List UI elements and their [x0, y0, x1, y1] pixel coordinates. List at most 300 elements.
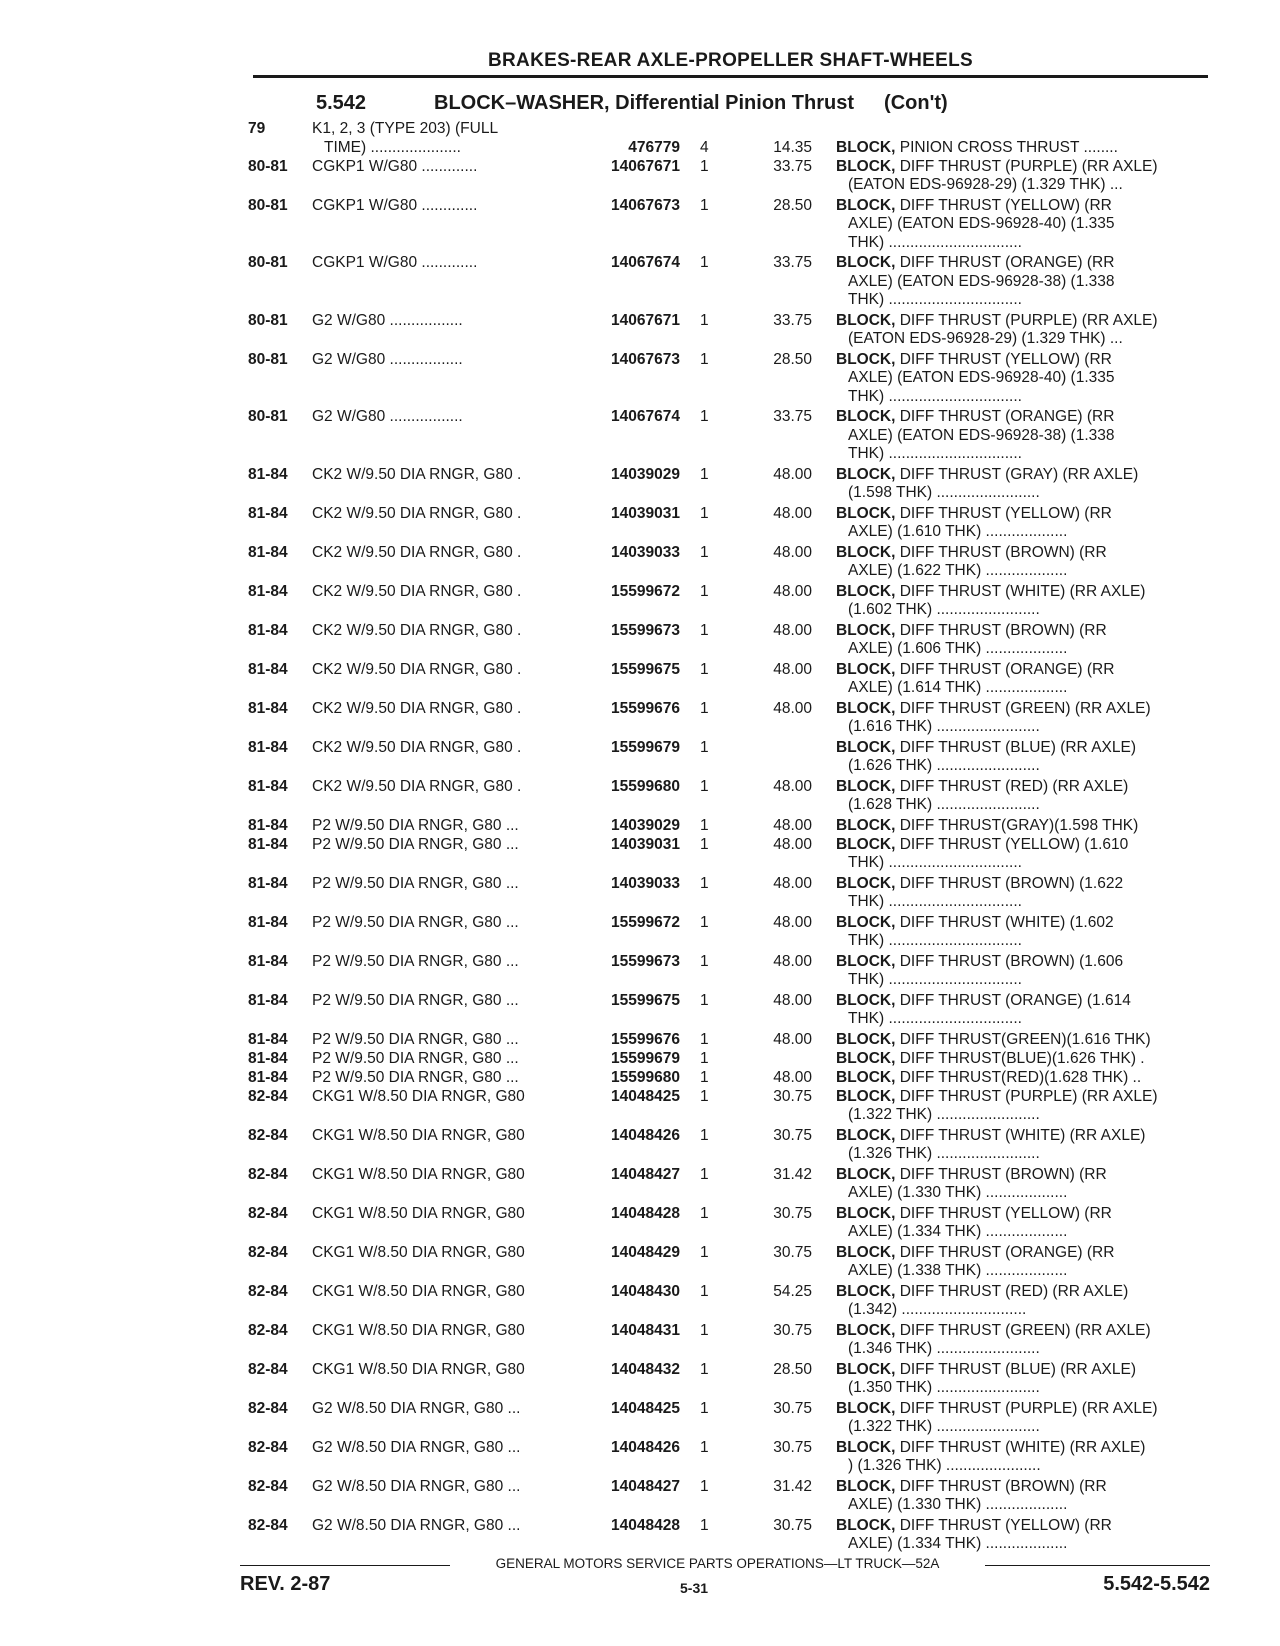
model-cell [312, 700, 582, 719]
description-keyword: BLOCK, [836, 874, 896, 892]
quantity-cell: 1 [700, 874, 709, 892]
quantity-cell: 1 [700, 777, 709, 795]
part-number-cell: 15599673 [611, 621, 680, 639]
model-cell [312, 661, 582, 680]
part-number-cell: 14048426 [611, 1126, 680, 1144]
year-cell: 82-84 [248, 1516, 288, 1534]
part-number-cell: 14067673 [611, 350, 680, 368]
quantity-cell: 1 [700, 1516, 709, 1534]
description-line: DIFF THRUST (WHITE) (RR AXLE) [899, 1126, 1146, 1144]
section-title: BLOCK–WASHER, Differential Pinion Thrust [434, 92, 855, 114]
description-keyword: BLOCK, [836, 699, 896, 717]
description-line: AXLE) (EATON EDS-96928-38) (1.338 [848, 272, 1115, 290]
description-line: THK) ............................... [848, 233, 1022, 251]
model-cell [312, 836, 582, 855]
description-line: DIFF THRUST (BROWN) (RR [899, 1165, 1107, 1183]
description-cell [836, 700, 1206, 737]
description-line: DIFF THRUST (BROWN) (RR [899, 1477, 1107, 1495]
quantity-cell: 1 [700, 1477, 709, 1495]
quantity-cell: 1 [700, 504, 709, 522]
quantity-cell: 1 [700, 1204, 709, 1222]
description-cell [836, 197, 1206, 253]
description-line: DIFF THRUST (PURPLE) (RR AXLE) [899, 1087, 1158, 1105]
description-line: DIFF THRUST (BROWN) (1.622 [899, 874, 1124, 892]
model-line: CK2 W/9.50 DIA RNGR, G80 . [312, 582, 522, 600]
model-line: CGKP1 W/G80 ............. [312, 254, 478, 271]
year-cell: 81-84 [248, 952, 288, 970]
part-number-cell: 14039031 [611, 835, 680, 853]
description-cell [836, 1283, 1206, 1320]
part-number-cell: 14067671 [611, 311, 680, 329]
quantity-cell: 1 [700, 311, 709, 329]
description-keyword: BLOCK, [836, 504, 896, 522]
footer-rule-right [985, 1565, 1210, 1566]
description-line: DIFF THRUST (BLUE) (RR AXLE) [899, 1360, 1136, 1378]
description-line: DIFF THRUST (YELLOW) (RR [899, 504, 1112, 522]
model-cell [312, 1127, 582, 1146]
model-line: G2 W/8.50 DIA RNGR, G80 ... [312, 1477, 521, 1495]
price-cell: 30.75 [773, 1126, 812, 1144]
part-number-cell: 14048425 [611, 1087, 680, 1105]
year-cell: 82-84 [248, 1360, 288, 1378]
description-keyword: BLOCK, [836, 1243, 896, 1261]
quantity-cell: 1 [700, 1360, 709, 1378]
model-cell [312, 1283, 582, 1302]
part-number-cell: 15599680 [611, 1068, 680, 1086]
description-line: AXLE) (1.334 THK) ................... [848, 1223, 1068, 1240]
description-line: (1.326 THK) ........................ [848, 1145, 1040, 1162]
part-number-cell: 15599672 [611, 582, 680, 600]
quantity-cell: 1 [700, 738, 709, 756]
price-cell: 28.50 [773, 350, 812, 368]
description-line: AXLE) (1.330 THK) ................... [848, 1496, 1068, 1513]
description-keyword: BLOCK, [836, 1438, 896, 1456]
footer-page-number: 5-31 [680, 1580, 709, 1596]
description-keyword: BLOCK, [836, 1049, 896, 1067]
year-cell: 81-84 [248, 543, 288, 561]
model-line: P2 W/9.50 DIA RNGR, G80 ... [312, 991, 519, 1009]
part-number-cell: 14039029 [611, 465, 680, 483]
footer-publisher: GENERAL MOTORS SERVICE PARTS OPERATIONS—LT TRUCK—52A [495, 1556, 940, 1571]
description-keyword: BLOCK, [836, 738, 896, 756]
description-cell [836, 466, 1206, 503]
price-cell: 33.75 [773, 254, 812, 271]
quantity-cell: 1 [700, 157, 709, 175]
description-cell [836, 817, 1206, 836]
quantity-cell: 1 [700, 913, 709, 931]
model-line: G2 W/8.50 DIA RNGR, G80 ... [312, 1399, 521, 1417]
description-line: DIFF THRUST (ORANGE) (RR [899, 660, 1115, 678]
description-keyword: BLOCK, [836, 1516, 896, 1534]
description-keyword: BLOCK, [836, 254, 896, 271]
description-line: (EATON EDS-96928-29) (1.329 THK) ... [848, 176, 1123, 193]
quantity-cell: 1 [700, 1399, 709, 1417]
quantity-cell: 1 [700, 254, 709, 271]
model-cell [312, 1400, 582, 1419]
description-line: AXLE) (1.622 THK) ................... [848, 562, 1068, 579]
model-cell [312, 505, 582, 524]
description-line: DIFF THRUST (WHITE) (RR AXLE) [899, 582, 1146, 600]
description-cell [836, 1127, 1206, 1164]
model-line: CKG1 W/8.50 DIA RNGR, G80 [312, 1165, 525, 1183]
model-line: G2 W/G80 ................. [312, 350, 463, 368]
model-cell [312, 583, 582, 602]
quantity-cell: 1 [700, 543, 709, 561]
description-line: AXLE) (EATON EDS-96928-38) (1.338 [848, 426, 1115, 444]
description-line: (1.616 THK) ........................ [848, 718, 1040, 735]
description-keyword: BLOCK, [836, 1321, 896, 1339]
description-keyword: BLOCK, [836, 196, 896, 214]
model-cell [312, 312, 582, 331]
year-cell: 81-84 [248, 1049, 288, 1067]
description-line: THK) ............................... [848, 971, 1022, 988]
price-cell: 33.75 [773, 157, 812, 175]
model-line: G2 W/8.50 DIA RNGR, G80 ... [312, 1516, 521, 1534]
quantity-cell: 1 [700, 582, 709, 600]
price-cell: 48.00 [773, 543, 812, 561]
year-cell: 82-84 [248, 1477, 288, 1495]
year-cell: 80-81 [248, 196, 288, 214]
description-line: DIFF THRUST (ORANGE) (1.614 [899, 991, 1131, 1009]
footer-rule-left [240, 1565, 450, 1566]
model-cell [312, 408, 582, 427]
description-keyword: BLOCK, [836, 777, 896, 795]
description-cell [836, 254, 1206, 310]
model-cell [312, 254, 582, 273]
model-cell [312, 992, 582, 1011]
part-number-cell: 14048427 [611, 1165, 680, 1183]
quantity-cell: 1 [700, 1030, 709, 1048]
price-cell: 48.00 [773, 952, 812, 970]
price-cell: 48.00 [773, 699, 812, 717]
model-cell [312, 1088, 582, 1107]
quantity-cell: 4 [700, 138, 709, 156]
model-line: CKG1 W/8.50 DIA RNGR, G80 [312, 1243, 525, 1261]
description-keyword: BLOCK, [836, 543, 896, 561]
year-cell: 80-81 [248, 311, 288, 329]
description-line: DIFF THRUST (PURPLE) (RR AXLE) [899, 311, 1158, 329]
description-cell [836, 408, 1206, 464]
description-keyword: BLOCK, [836, 1360, 896, 1378]
quantity-cell: 1 [700, 835, 709, 853]
year-cell: 81-84 [248, 621, 288, 639]
year-cell: 81-84 [248, 835, 288, 853]
description-line: THK) ............................... [848, 445, 1022, 462]
model-line: P2 W/9.50 DIA RNGR, G80 ... [312, 913, 519, 931]
description-cell [836, 312, 1206, 349]
description-keyword: BLOCK, [836, 1126, 896, 1144]
price-cell: 48.00 [773, 582, 812, 600]
model-cell [312, 914, 582, 933]
quantity-cell: 1 [700, 1282, 709, 1300]
description-line: (1.342) ............................. [848, 1301, 1027, 1318]
description-cell [836, 1050, 1206, 1069]
model-line: P2 W/9.50 DIA RNGR, G80 ... [312, 952, 519, 970]
description-line: (EATON EDS-96928-29) (1.329 THK) ... [848, 330, 1123, 347]
description-line: DIFF THRUST (PURPLE) (RR AXLE) [899, 1399, 1158, 1417]
part-number-cell: 15599680 [611, 777, 680, 795]
year-cell: 81-84 [248, 582, 288, 600]
part-number-cell: 476779 [628, 138, 680, 156]
model-line: CKG1 W/8.50 DIA RNGR, G80 [312, 1360, 525, 1378]
model-cell [312, 120, 582, 157]
model-cell [312, 1361, 582, 1380]
model-cell [312, 1517, 582, 1536]
description-keyword: BLOCK, [836, 835, 896, 853]
description-line: (1.598 THK) ........................ [848, 484, 1040, 501]
description-cell [836, 1031, 1206, 1050]
description-cell [836, 139, 1206, 158]
quantity-cell: 1 [700, 1165, 709, 1183]
description-keyword: BLOCK, [836, 1399, 896, 1417]
description-cell [836, 158, 1206, 195]
price-cell: 31.42 [773, 1165, 812, 1183]
description-keyword: BLOCK, [836, 465, 896, 483]
description-keyword: BLOCK, [836, 1477, 896, 1495]
year-cell: 81-84 [248, 504, 288, 522]
part-number-cell: 14048426 [611, 1438, 680, 1456]
model-line: CKG1 W/8.50 DIA RNGR, G80 [312, 1126, 525, 1144]
description-keyword: BLOCK, [836, 816, 896, 834]
description-line: DIFF THRUST (GREEN) (RR AXLE) [899, 1321, 1151, 1339]
section-number: 5.542 [316, 92, 367, 114]
description-line: (1.626 THK) ........................ [848, 757, 1040, 774]
description-cell [836, 1517, 1206, 1554]
quantity-cell: 1 [700, 408, 709, 425]
description-keyword: BLOCK, [836, 1068, 896, 1086]
model-line: P2 W/9.50 DIA RNGR, G80 ... [312, 1030, 519, 1048]
description-line: DIFF THRUST (RED) (RR AXLE) [899, 777, 1129, 795]
price-cell: 48.00 [773, 835, 812, 853]
description-cell [836, 351, 1206, 407]
year-cell: 81-84 [248, 874, 288, 892]
description-line: (1.322 THK) ........................ [848, 1418, 1040, 1435]
year-cell: 82-84 [248, 1126, 288, 1144]
description-line: AXLE) (EATON EDS-96928-40) (1.335 [848, 369, 1115, 386]
model-cell [312, 1322, 582, 1341]
description-cell [836, 836, 1206, 873]
model-cell [312, 875, 582, 894]
description-line: (1.602 THK) ........................ [848, 601, 1040, 618]
model-line: CKG1 W/8.50 DIA RNGR, G80 [312, 1087, 525, 1105]
description-keyword: BLOCK, [836, 1165, 896, 1183]
price-cell: 28.50 [773, 1360, 812, 1378]
quantity-cell: 1 [700, 991, 709, 1009]
description-line: DIFF THRUST (BROWN) (RR [899, 621, 1107, 639]
quantity-cell: 1 [700, 465, 709, 483]
description-cell [836, 1244, 1206, 1281]
description-line: AXLE) (1.338 THK) ................... [848, 1262, 1068, 1279]
section-continued: (Con't) [884, 92, 948, 114]
description-keyword: BLOCK, [836, 621, 896, 639]
part-number-cell: 14048428 [611, 1204, 680, 1222]
model-line: CK2 W/9.50 DIA RNGR, G80 . [312, 504, 522, 522]
description-cell [836, 1439, 1206, 1476]
description-keyword: BLOCK, [836, 991, 896, 1009]
quantity-cell: 1 [700, 196, 709, 214]
quantity-cell: 1 [700, 1126, 709, 1144]
year-cell: 82-84 [248, 1321, 288, 1339]
description-cell [836, 505, 1206, 542]
header-rule [253, 75, 1208, 78]
description-line: DIFF THRUST (ORANGE) (RR [899, 1243, 1115, 1261]
model-cell [312, 1439, 582, 1458]
description-cell [836, 953, 1206, 990]
part-number-cell: 15599676 [611, 1030, 680, 1048]
model-line: P2 W/9.50 DIA RNGR, G80 ... [312, 874, 519, 892]
part-number-cell: 15599672 [611, 913, 680, 931]
quantity-cell: 1 [700, 699, 709, 717]
model-cell [312, 953, 582, 972]
description-keyword: BLOCK, [836, 157, 896, 175]
quantity-cell: 1 [700, 952, 709, 970]
model-cell [312, 1050, 582, 1069]
model-cell [312, 1031, 582, 1050]
part-number-cell: 14048427 [611, 1477, 680, 1495]
model-line: CKG1 W/8.50 DIA RNGR, G80 [312, 1321, 525, 1339]
part-number-cell: 14048432 [611, 1360, 680, 1378]
year-cell: 82-84 [248, 1438, 288, 1456]
description-line: DIFF THRUST (BROWN) (1.606 [899, 952, 1124, 970]
price-cell: 48.00 [773, 991, 812, 1009]
description-cell [836, 1478, 1206, 1515]
model-cell [312, 1478, 582, 1497]
quantity-cell: 1 [700, 1321, 709, 1339]
description-line: DIFF THRUST (YELLOW) (1.610 [899, 835, 1129, 853]
part-number-cell: 14048431 [611, 1321, 680, 1339]
year-cell: 82-84 [248, 1165, 288, 1183]
price-cell: 30.75 [773, 1321, 812, 1339]
year-cell: 82-84 [248, 1087, 288, 1105]
quantity-cell: 1 [700, 1049, 709, 1067]
year-cell: 81-84 [248, 777, 288, 795]
description-line: AXLE) (EATON EDS-96928-40) (1.335 [848, 215, 1115, 232]
model-cell [312, 1166, 582, 1185]
price-cell: 48.00 [773, 777, 812, 795]
price-cell: 48.00 [773, 465, 812, 483]
description-cell [836, 622, 1206, 659]
model-line: CKG1 W/8.50 DIA RNGR, G80 [312, 1282, 525, 1300]
description-line: DIFF THRUST (ORANGE) (RR [899, 408, 1115, 425]
description-line: DIFF THRUST (YELLOW) (RR [899, 1204, 1112, 1222]
model-line: P2 W/9.50 DIA RNGR, G80 ... [312, 835, 519, 853]
year-cell: 80-81 [248, 254, 288, 271]
part-number-cell: 14067674 [611, 254, 680, 271]
price-cell: 30.75 [773, 1516, 812, 1534]
year-cell: 80-81 [248, 157, 288, 175]
description-cell [836, 1400, 1206, 1437]
price-cell: 30.75 [773, 1087, 812, 1105]
description-line: DIFF THRUST (GRAY) (RR AXLE) [899, 465, 1139, 483]
part-number-cell: 15599673 [611, 952, 680, 970]
price-cell: 30.75 [773, 1243, 812, 1261]
description-cell [836, 992, 1206, 1029]
price-cell: 33.75 [773, 408, 812, 425]
description-line: THK) ............................... [848, 291, 1022, 308]
price-cell: 30.75 [773, 1204, 812, 1222]
description-keyword: BLOCK, [836, 350, 896, 368]
description-keyword: BLOCK, [836, 138, 896, 156]
part-number-cell: 15599676 [611, 699, 680, 717]
description-line: AXLE) (1.610 THK) ................... [848, 523, 1068, 540]
description-cell [836, 544, 1206, 581]
description-line: THK) ............................... [848, 1010, 1022, 1027]
description-line: DIFF THRUST(GRAY)(1.598 THK) [899, 816, 1139, 834]
part-number-cell: 15599679 [611, 1049, 680, 1067]
model-line: CK2 W/9.50 DIA RNGR, G80 . [312, 543, 522, 561]
year-cell: 81-84 [248, 816, 288, 834]
description-keyword: BLOCK, [836, 311, 896, 329]
description-line: AXLE) (1.334 THK) ................... [848, 1535, 1068, 1552]
part-number-cell: 14048430 [611, 1282, 680, 1300]
description-line: PINION CROSS THRUST ........ [899, 138, 1118, 156]
description-line: DIFF THRUST (ORANGE) (RR [899, 254, 1115, 271]
price-cell: 48.00 [773, 913, 812, 931]
description-cell [836, 914, 1206, 951]
description-cell [836, 583, 1206, 620]
part-number-cell: 15599675 [611, 660, 680, 678]
description-line: THK) ............................... [848, 854, 1022, 871]
description-line: DIFF THRUST (RED) (RR AXLE) [899, 1282, 1129, 1300]
description-line: DIFF THRUST (YELLOW) (RR [899, 350, 1112, 368]
year-cell: 81-84 [248, 1068, 288, 1086]
model-cell [312, 466, 582, 485]
description-cell [836, 1205, 1206, 1242]
description-line: DIFF THRUST(RED)(1.628 THK) .. [899, 1068, 1142, 1086]
model-line: P2 W/9.50 DIA RNGR, G80 ... [312, 1049, 519, 1067]
part-number-cell: 15599679 [611, 738, 680, 756]
year-cell: 81-84 [248, 913, 288, 931]
description-line: DIFF THRUST (BLUE) (RR AXLE) [899, 738, 1136, 756]
price-cell: 30.75 [773, 1399, 812, 1417]
model-cell [312, 739, 582, 758]
model-line: CK2 W/9.50 DIA RNGR, G80 . [312, 738, 522, 756]
quantity-cell: 1 [700, 350, 709, 368]
price-cell: 48.00 [773, 621, 812, 639]
description-keyword: BLOCK, [836, 1282, 896, 1300]
model-cell [312, 351, 582, 370]
model-cell [312, 544, 582, 563]
part-number-cell: 14048429 [611, 1243, 680, 1261]
description-line: DIFF THRUST (PURPLE) (RR AXLE) [899, 157, 1158, 175]
description-line: (1.346 THK) ........................ [848, 1340, 1040, 1357]
description-line: ) (1.326 THK) ...................... [848, 1457, 1041, 1474]
price-cell: 30.75 [773, 1438, 812, 1456]
description-line: AXLE) (1.614 THK) ................... [848, 679, 1068, 696]
description-cell [836, 778, 1206, 815]
model-line: CKG1 W/8.50 DIA RNGR, G80 [312, 1204, 525, 1222]
model-line: P2 W/9.50 DIA RNGR, G80 ... [312, 1068, 519, 1086]
description-line: DIFF THRUST (BROWN) (RR [899, 543, 1107, 561]
model-cell [312, 778, 582, 797]
price-cell: 31.42 [773, 1477, 812, 1495]
model-line: CK2 W/9.50 DIA RNGR, G80 . [312, 660, 522, 678]
model-line: K1, 2, 3 (TYPE 203) (FULL [312, 120, 499, 137]
footer-section-ref: 5.542-5.542 [1103, 1573, 1210, 1595]
description-line: DIFF THRUST (YELLOW) (RR [899, 1516, 1112, 1534]
price-cell: 48.00 [773, 874, 812, 892]
description-line: DIFF THRUST (WHITE) (RR AXLE) [899, 1438, 1146, 1456]
description-keyword: BLOCK, [836, 582, 896, 600]
description-keyword: BLOCK, [836, 952, 896, 970]
quantity-cell: 1 [700, 621, 709, 639]
price-cell: 48.00 [773, 1068, 812, 1086]
part-number-cell: 14067674 [611, 408, 680, 425]
model-line: TIME) ..................... [324, 138, 461, 156]
description-line: THK) ............................... [848, 893, 1022, 910]
description-cell [836, 1069, 1206, 1088]
model-line: CK2 W/9.50 DIA RNGR, G80 . [312, 777, 522, 795]
